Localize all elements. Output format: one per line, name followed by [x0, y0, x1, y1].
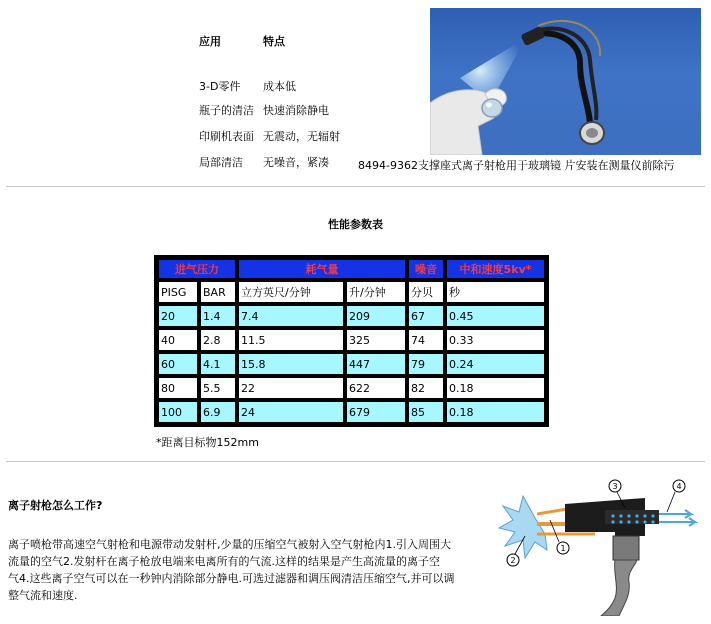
- unit-cell: 升/分钟: [346, 281, 406, 303]
- performance-table-title: 性能参数表: [328, 218, 383, 231]
- how-it-works-title: 离子射枪怎么工作?: [8, 499, 103, 512]
- feature-column-header: 特点: [263, 35, 285, 48]
- table-cell: 622: [346, 377, 406, 399]
- application-name: 3-D零件: [199, 80, 241, 93]
- unit-cell: 分贝: [408, 281, 444, 303]
- unit-cell: BAR: [200, 281, 236, 303]
- ion-gun-diagram: [495, 476, 705, 616]
- air-burst: [499, 496, 547, 558]
- callout-4: 4: [676, 482, 682, 491]
- table-cell: 20: [158, 305, 198, 327]
- application-feature: 无噪音，紧凑: [263, 156, 329, 169]
- table-cell: 22: [238, 377, 344, 399]
- table-cell: 0.24: [446, 353, 545, 375]
- application-name: 印刷机表面: [199, 130, 254, 143]
- callout-1: 1: [560, 544, 566, 553]
- table-cell: 11.5: [238, 329, 344, 351]
- application-feature: 成本低: [263, 80, 296, 93]
- ion-gun-illustration: [430, 8, 701, 155]
- application-row: [199, 79, 296, 95]
- section-divider: [6, 186, 705, 187]
- table-cell: 40: [158, 329, 198, 351]
- table-cell: 0.33: [446, 329, 545, 351]
- table-cell: 4.1: [200, 353, 236, 375]
- table-cell: 2.8: [200, 329, 236, 351]
- table-row: [158, 329, 545, 351]
- how-it-works-text: [8, 536, 494, 604]
- callout-2: 2: [510, 556, 516, 565]
- unit-cell: PISG: [158, 281, 198, 303]
- application-name: 局部清洁: [199, 156, 243, 169]
- table-cell: 209: [346, 305, 406, 327]
- table-footnote: *距离目标物152mm: [156, 436, 259, 449]
- table-row: [158, 401, 545, 423]
- paragraph-line: 流量的空气2.发射杆在离子枪放电端来电离所有的气流.这样的结果是产生高流量的离子空: [8, 555, 440, 568]
- table-units-row: [158, 281, 545, 303]
- table-cell: 6.9: [200, 401, 236, 423]
- table-cell: 74: [408, 329, 444, 351]
- unit-cell: 立方英尺/分钟: [238, 281, 344, 303]
- header-air-consumption: 耗气量: [238, 259, 406, 279]
- application-feature: 快速消除静电: [263, 104, 329, 117]
- table-cell: 100: [158, 401, 198, 423]
- paragraph-line: 离子喷枪带高速空气射枪和电源带动发射杆,少量的压缩空气被射入空气射枪内1.引入周围大: [8, 538, 451, 551]
- table-cell: 0.18: [446, 377, 545, 399]
- performance-table: [154, 255, 549, 427]
- table-cell: 60: [158, 353, 198, 375]
- table-row: [158, 353, 545, 375]
- table-cell: 447: [346, 353, 406, 375]
- table-cell: 1.4: [200, 305, 236, 327]
- paragraph-line: 气4.这些离子空气可以在一秒钟内消除部分静电.可选过滤器和调压阀清洁压缩空气,并可以调: [8, 572, 455, 585]
- application-column-header: 应用: [199, 35, 221, 48]
- table-cell: 85: [408, 401, 444, 423]
- header-neutralization-speed: 中和速度5kv*: [446, 259, 545, 279]
- unit-cell: 秒: [446, 281, 545, 303]
- photo-caption: 8494-9362支撑座式离子射枪用于玻璃镜 片安装在测量仪前除污: [358, 159, 675, 172]
- table-cell: 0.45: [446, 305, 545, 327]
- table-cell: 5.5: [200, 377, 236, 399]
- application-name: 瓶子的清洁: [199, 104, 254, 117]
- table-cell: 80: [158, 377, 198, 399]
- header-noise: 噪音: [408, 259, 444, 279]
- header-inlet-pressure: 进气压力: [158, 259, 236, 279]
- table-cell: 7.4: [238, 305, 344, 327]
- table-cell: 679: [346, 401, 406, 423]
- section-divider: [6, 461, 705, 462]
- ion-gun-photo: [430, 8, 701, 155]
- table-cell: 67: [408, 305, 444, 327]
- application-row: [199, 103, 329, 119]
- table-cell: 82: [408, 377, 444, 399]
- table-row: [158, 305, 545, 327]
- table-cell: 325: [346, 329, 406, 351]
- table-row: [158, 377, 545, 399]
- application-feature: 无震动，无辐射: [263, 130, 340, 143]
- application-row: [199, 155, 329, 171]
- table-cell: 24: [238, 401, 344, 423]
- table-cell: 15.8: [238, 353, 344, 375]
- paragraph-line: 整气流和速度.: [8, 589, 78, 602]
- table-cell: 0.18: [446, 401, 545, 423]
- application-row: [199, 129, 340, 145]
- callout-3: 3: [612, 482, 618, 491]
- applications-header: [199, 34, 285, 50]
- table-header-row: [158, 259, 545, 279]
- table-cell: 79: [408, 353, 444, 375]
